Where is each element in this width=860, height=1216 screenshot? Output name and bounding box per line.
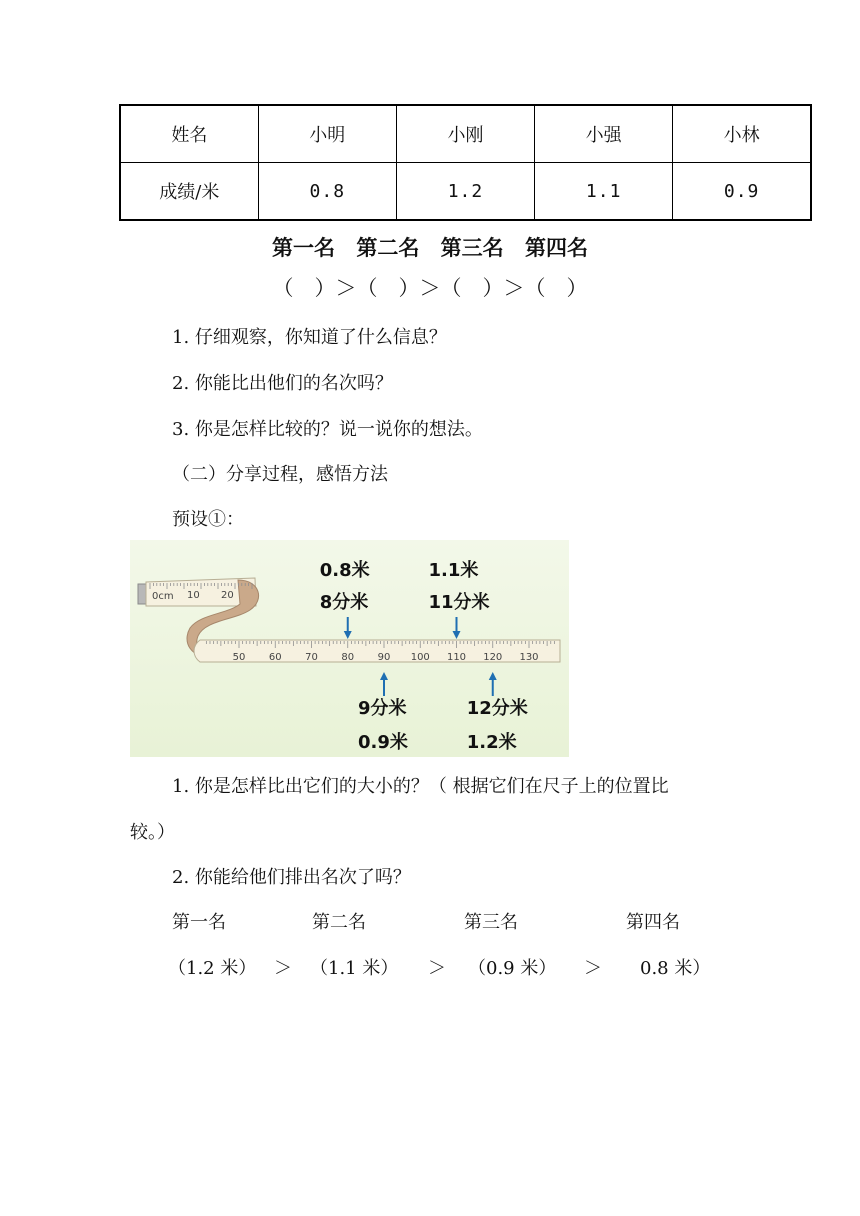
tape-lower <box>194 640 560 663</box>
table-cell: 小林 <box>673 105 811 163</box>
question-4-line-1: 1. 你是怎样比出它们的大小的？（ 根据它们在尺子上的位置比 <box>172 776 669 797</box>
table-cell: 1.2 <box>396 163 534 221</box>
ranking-value-3: （0.9 米） <box>468 958 557 979</box>
ruler-tick-label: 100 <box>410 652 430 663</box>
ranking-label-2: 第二名 <box>312 912 366 933</box>
decimeter-label: 12分米 <box>466 698 528 719</box>
question-3: 3. 你是怎样比较的？说一说你的想法。 <box>172 419 483 440</box>
ruler-start-label: 0cm <box>152 591 174 602</box>
ranking-label-1: 第一名 <box>172 912 226 933</box>
arrow-head-icon <box>489 672 497 680</box>
rank-label: 第四名 <box>524 236 588 260</box>
meter-label: 1.2米 <box>466 732 517 753</box>
arrow-head-icon <box>344 631 352 639</box>
ruler-tick-label: 120 <box>483 652 503 663</box>
ruler-tick-label: 130 <box>519 652 539 663</box>
rank-label: 第二名 <box>356 236 420 260</box>
tape-measure-figure <box>130 540 569 757</box>
ruler-tick-label: 110 <box>446 652 467 663</box>
meter-label: 0.9米 <box>358 732 408 753</box>
ruler-tick-label: 10 <box>187 590 200 601</box>
question-4-line-2: 较。） <box>130 822 175 843</box>
rank-blanks: （ ）＞（ ）＞（ ）＞（ ） <box>272 276 588 300</box>
ranking-label-4: 第四名 <box>626 912 680 933</box>
decimeter-label: 9分米 <box>358 698 407 719</box>
ruler-tick-label: 90 <box>377 652 391 663</box>
ranking-value-1: （1.2 米） <box>168 958 257 979</box>
decimeter-label: 11分米 <box>428 592 490 613</box>
question-1: 1. 仔细观察，你知道了什么信息？ <box>172 327 447 348</box>
ruler-tick-label: 20 <box>221 590 234 601</box>
ranking-value-4: 0.8 米） <box>640 958 711 979</box>
table-cell: 小强 <box>535 105 673 163</box>
table-cell: 小刚 <box>396 105 534 163</box>
table-header-row <box>120 105 811 163</box>
ranking-value-2: （1.1 米） <box>310 958 399 979</box>
score-table <box>119 104 812 221</box>
ruler-tick-label: 60 <box>268 652 282 663</box>
rank-label: 第三名 <box>440 236 504 260</box>
rank-label: 第一名 <box>272 236 336 260</box>
ranking-separator: ＞ <box>428 958 446 979</box>
table-cell: 0.9 <box>673 163 811 221</box>
ruler-tick-label: 50 <box>232 652 246 663</box>
meter-label: 0.8米 <box>319 560 370 581</box>
table-cell: 姓名 <box>120 105 258 163</box>
table-cell: 0.8 <box>258 163 396 221</box>
preset-label: 预设①： <box>172 509 244 530</box>
question-2: 2. 你能比出他们的名次吗？ <box>172 373 393 394</box>
table-cell: 1.1 <box>535 163 673 221</box>
ranking-separator: ＞ <box>584 958 602 979</box>
arrow-head-icon <box>380 672 388 680</box>
section-heading: （二）分享过程，感悟方法 <box>172 464 388 485</box>
decimeter-label: 8分米 <box>319 592 369 613</box>
ranking-label-3: 第三名 <box>464 912 518 933</box>
table-cell: 成绩/米 <box>120 163 258 221</box>
arrow-head-icon <box>453 631 461 639</box>
table-row <box>120 163 811 221</box>
table-cell: 小明 <box>258 105 396 163</box>
tape-measure-svg <box>130 540 569 757</box>
meter-label: 1.1米 <box>428 560 479 581</box>
ruler-tick-label: 70 <box>305 652 318 663</box>
ruler-tick-label: 80 <box>341 652 355 663</box>
rank-heading <box>0 232 860 262</box>
ranking-separator: ＞ <box>274 958 292 979</box>
question-5: 2. 你能给他们排出名次了吗？ <box>172 867 411 888</box>
